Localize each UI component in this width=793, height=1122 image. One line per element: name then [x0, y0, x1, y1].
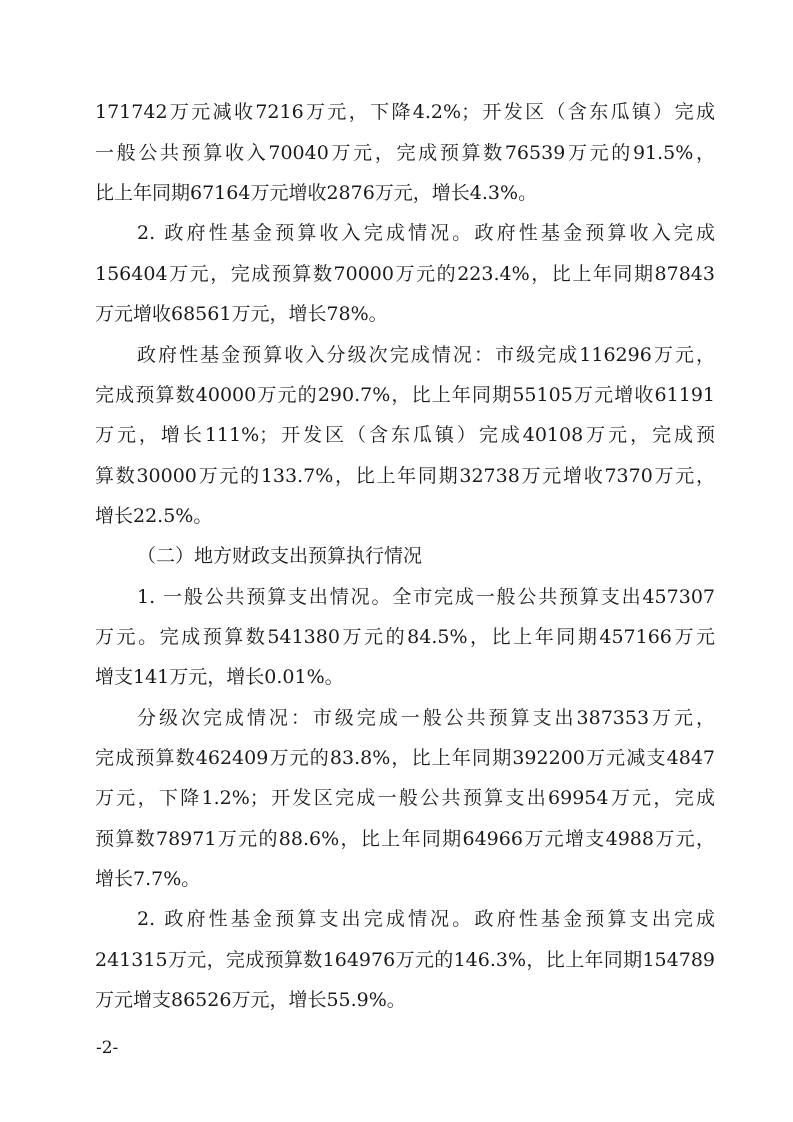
paragraph-line: 完成预算数40000万元的290.7%，比上年同期55105万元增收61191: [95, 384, 715, 406]
paragraph-line: 比上年同期67164万元增收2876万元，增长4.3%。: [95, 182, 538, 204]
paragraph-line: 完成预算数462409万元的83.8%，比上年同期392200万元减支4847: [95, 747, 715, 769]
paragraph-line: 2. 政府性基金预算支出完成情况。政府性基金预算支出完成: [137, 908, 715, 930]
paragraph-line: 增长22.5%。: [95, 505, 213, 527]
paragraph-line: 万元，下降1.2%；开发区完成一般公共预算支出69954万元，完成: [95, 787, 715, 809]
section-heading: （二）地方财政支出预算执行情况: [137, 545, 423, 567]
page-number: -2-: [96, 1038, 119, 1058]
paragraph-line: 万元，增长111%；开发区（含东瓜镇）完成40108万元，完成预: [95, 424, 715, 446]
paragraph-line: 算数30000万元的133.7%，比上年同期32738万元增收7370万元，: [95, 465, 715, 487]
paragraph-line: 万元。完成预算数541380万元的84.5%，比上年同期457166万元: [95, 626, 715, 648]
paragraph-line: 156404万元，完成预算数70000万元的223.4%，比上年同期87843: [95, 263, 715, 285]
paragraph-line: 分级次完成情况：市级完成一般公共预算支出387353万元，: [137, 707, 715, 729]
paragraph-line: 政府性基金预算收入分级次完成情况：市级完成116296万元，: [137, 344, 715, 366]
paragraph-line: 增支141万元，增长0.01%。: [95, 666, 344, 688]
paragraph-line: 预算数78971万元的88.6%，比上年同期64966万元增支4988万元，: [95, 828, 715, 850]
paragraph-line: 万元增支86526万元，增长55.9%。: [95, 989, 406, 1011]
paragraph-line: 一般公共预算收入70040万元，完成预算数76539万元的91.5%，: [95, 142, 715, 164]
paragraph-line: 1. 一般公共预算支出情况。全市完成一般公共预算支出457307: [137, 586, 715, 608]
paragraph-line: 171742万元减收7216万元，下降4.2%；开发区（含东瓜镇）完成: [95, 101, 715, 123]
paragraph-line: 万元增收68561万元，增长78%。: [95, 303, 388, 325]
paragraph-line: 241315万元，完成预算数164976万元的146.3%，比上年同期154789: [95, 949, 715, 971]
paragraph-line: 2. 政府性基金预算收入完成情况。政府性基金预算收入完成: [137, 222, 715, 244]
paragraph-line: 增长7.7%。: [95, 868, 201, 890]
